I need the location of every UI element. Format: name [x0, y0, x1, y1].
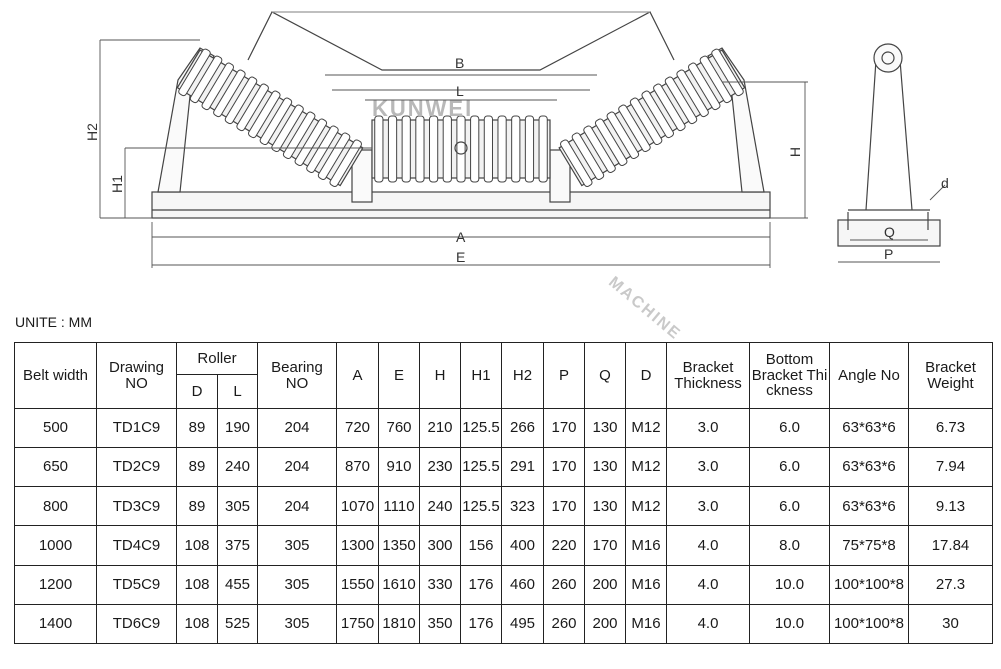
- table-cell: 204: [258, 487, 337, 526]
- dim-label-a: A: [456, 229, 466, 245]
- table-cell: 8.0: [750, 526, 830, 565]
- header-roller-d: D: [177, 375, 218, 409]
- dim-label-p: P: [884, 246, 894, 262]
- table-cell: 3.0: [667, 487, 750, 526]
- header-p: P: [544, 343, 585, 409]
- table-cell: 305: [258, 604, 337, 643]
- table-cell: 400: [502, 526, 544, 565]
- idler-technical-drawing: [0, 0, 1001, 300]
- table-row: [15, 448, 993, 487]
- table-cell: 1610: [379, 565, 420, 604]
- table-cell: 200: [585, 565, 626, 604]
- table-cell: 300: [420, 526, 461, 565]
- table-cell: 210: [420, 409, 461, 448]
- table-cell: M12: [626, 487, 667, 526]
- table-cell: 6.0: [750, 409, 830, 448]
- header-belt-width: Belt width: [15, 343, 97, 409]
- table-cell: 89: [177, 487, 218, 526]
- table-cell: 305: [258, 526, 337, 565]
- table-cell: 4.0: [667, 526, 750, 565]
- watermark: KUNWEI: [372, 96, 474, 121]
- table-cell: 760: [379, 409, 420, 448]
- header-h1: H1: [461, 343, 502, 409]
- table-cell: 30: [909, 604, 993, 643]
- table-cell: 7.94: [909, 448, 993, 487]
- table-cell: 260: [544, 604, 585, 643]
- table-cell: 100*100*8: [830, 565, 909, 604]
- table-cell: M12: [626, 448, 667, 487]
- header-bracket-thickness: Bracket Thickness: [667, 343, 750, 409]
- table-cell: 204: [258, 409, 337, 448]
- table-cell: 125.5: [461, 487, 502, 526]
- table-cell: 156: [461, 526, 502, 565]
- table-cell: 870: [337, 448, 379, 487]
- table-cell: 176: [461, 565, 502, 604]
- header-h: H: [420, 343, 461, 409]
- table-cell: 170: [544, 409, 585, 448]
- table-cell: 650: [15, 448, 97, 487]
- header-roller: Roller: [177, 343, 258, 375]
- table-cell: 170: [585, 526, 626, 565]
- table-cell: 27.3: [909, 565, 993, 604]
- table-cell: 291: [502, 448, 544, 487]
- spec-table: [14, 342, 993, 644]
- table-cell: 305: [218, 487, 258, 526]
- table-cell: 455: [218, 565, 258, 604]
- dim-label-b: B: [455, 55, 465, 71]
- table-cell: 6.0: [750, 487, 830, 526]
- table-cell: 10.0: [750, 565, 830, 604]
- table-cell: 89: [177, 448, 218, 487]
- table-cell: 800: [15, 487, 97, 526]
- table-cell: 89: [177, 409, 218, 448]
- table-cell: 3.0: [667, 448, 750, 487]
- left-wing-roller: [175, 47, 365, 189]
- table-cell: 130: [585, 487, 626, 526]
- table-cell: 6.73: [909, 409, 993, 448]
- table-cell: 130: [585, 448, 626, 487]
- header-bracket-weight: Bracket Weight: [909, 343, 993, 409]
- table-cell: 1000: [15, 526, 97, 565]
- roller-rib: [375, 116, 383, 182]
- table-cell: 4.0: [667, 604, 750, 643]
- center-roller: [372, 116, 550, 182]
- table-cell: 240: [218, 448, 258, 487]
- dim-label-h2: H2: [84, 123, 100, 141]
- table-cell: 176: [461, 604, 502, 643]
- table-cell: 1810: [379, 604, 420, 643]
- table-cell: TD2C9: [97, 448, 177, 487]
- watermark-sub: MACHINE: [605, 273, 685, 344]
- dim-label-h: H: [787, 146, 803, 158]
- header-roller-l: L: [218, 375, 258, 409]
- table-cell: 1750: [337, 604, 379, 643]
- unit-label: UNITE : MM: [15, 314, 92, 330]
- table-cell: 63*63*6: [830, 448, 909, 487]
- table-cell: M16: [626, 526, 667, 565]
- table-cell: 190: [218, 409, 258, 448]
- table-cell: 9.13: [909, 487, 993, 526]
- roller-rib: [430, 116, 438, 182]
- table-cell: 1550: [337, 565, 379, 604]
- table-cell: 200: [585, 604, 626, 643]
- dim-label-d: d: [941, 175, 949, 191]
- table-cell: 525: [218, 604, 258, 643]
- table-cell: 108: [177, 526, 218, 565]
- table-cell: 10.0: [750, 604, 830, 643]
- table-cell: TD3C9: [97, 487, 177, 526]
- side-view: [838, 44, 940, 246]
- roller-rib: [416, 116, 424, 182]
- roller-rib: [484, 116, 492, 182]
- table-cell: 1110: [379, 487, 420, 526]
- header-d: D: [626, 343, 667, 409]
- table-cell: TD1C9: [97, 409, 177, 448]
- table-cell: 460: [502, 565, 544, 604]
- table-row: [15, 487, 993, 526]
- table-cell: 3.0: [667, 409, 750, 448]
- table-cell: M12: [626, 409, 667, 448]
- table-cell: TD6C9: [97, 604, 177, 643]
- table-cell: 130: [585, 409, 626, 448]
- header-drawing-no: Drawing NO: [97, 343, 177, 409]
- table-cell: 125.5: [461, 409, 502, 448]
- table-cell: 220: [544, 526, 585, 565]
- dim-label-e: E: [456, 249, 466, 265]
- table-cell: 266: [502, 409, 544, 448]
- table-cell: 910: [379, 448, 420, 487]
- table-row: [15, 604, 993, 643]
- roller-rib: [457, 116, 465, 182]
- table-cell: 17.84: [909, 526, 993, 565]
- table-cell: 1300: [337, 526, 379, 565]
- roller-rib: [498, 116, 506, 182]
- table-cell: 330: [420, 565, 461, 604]
- table-cell: 4.0: [667, 565, 750, 604]
- header-q: Q: [585, 343, 626, 409]
- table-cell: TD5C9: [97, 565, 177, 604]
- table-cell: 1350: [379, 526, 420, 565]
- roller-rib: [388, 116, 396, 182]
- table-cell: 720: [337, 409, 379, 448]
- dim-label-h1: H1: [109, 175, 125, 193]
- table-cell: 63*63*6: [830, 409, 909, 448]
- dim-label-l: L: [456, 83, 464, 99]
- table-cell: 375: [218, 526, 258, 565]
- table-cell: 75*75*8: [830, 526, 909, 565]
- header-bottom-bracket-thickness: Bottom Bracket Thi ckness: [750, 343, 830, 409]
- table-cell: M16: [626, 604, 667, 643]
- header-angle-no: Angle No: [830, 343, 909, 409]
- table-cell: TD4C9: [97, 526, 177, 565]
- roller-rib: [512, 116, 520, 182]
- table-cell: 204: [258, 448, 337, 487]
- roller-rib: [539, 116, 547, 182]
- header-a: A: [337, 343, 379, 409]
- base-frame: [152, 192, 770, 218]
- header-e: E: [379, 343, 420, 409]
- table-row: [15, 565, 993, 604]
- table-cell: 170: [544, 448, 585, 487]
- table-cell: 108: [177, 604, 218, 643]
- right-wing-roller: [557, 47, 747, 189]
- table-cell: 240: [420, 487, 461, 526]
- table-cell: 108: [177, 565, 218, 604]
- roller-rib: [443, 116, 451, 182]
- roller-rib: [471, 116, 479, 182]
- table-cell: M16: [626, 565, 667, 604]
- table-cell: 500: [15, 409, 97, 448]
- dim-label-q: Q: [884, 224, 895, 240]
- roller-rib: [525, 116, 533, 182]
- table-cell: 170: [544, 487, 585, 526]
- table-cell: 1400: [15, 604, 97, 643]
- table-cell: 100*100*8: [830, 604, 909, 643]
- table-cell: 6.0: [750, 448, 830, 487]
- table-cell: 230: [420, 448, 461, 487]
- table-cell: 125.5: [461, 448, 502, 487]
- roller-rib: [402, 116, 410, 182]
- table-cell: 260: [544, 565, 585, 604]
- table-cell: 323: [502, 487, 544, 526]
- table-cell: 63*63*6: [830, 487, 909, 526]
- table-cell: 1200: [15, 565, 97, 604]
- header-h2: H2: [502, 343, 544, 409]
- table-cell: 350: [420, 604, 461, 643]
- table-cell: 305: [258, 565, 337, 604]
- table-cell: 1070: [337, 487, 379, 526]
- header-bearing-no: Bearing NO: [258, 343, 337, 409]
- table-row: [15, 526, 993, 565]
- table-row: [15, 409, 993, 448]
- spec-table-body: [15, 409, 993, 644]
- table-cell: 495: [502, 604, 544, 643]
